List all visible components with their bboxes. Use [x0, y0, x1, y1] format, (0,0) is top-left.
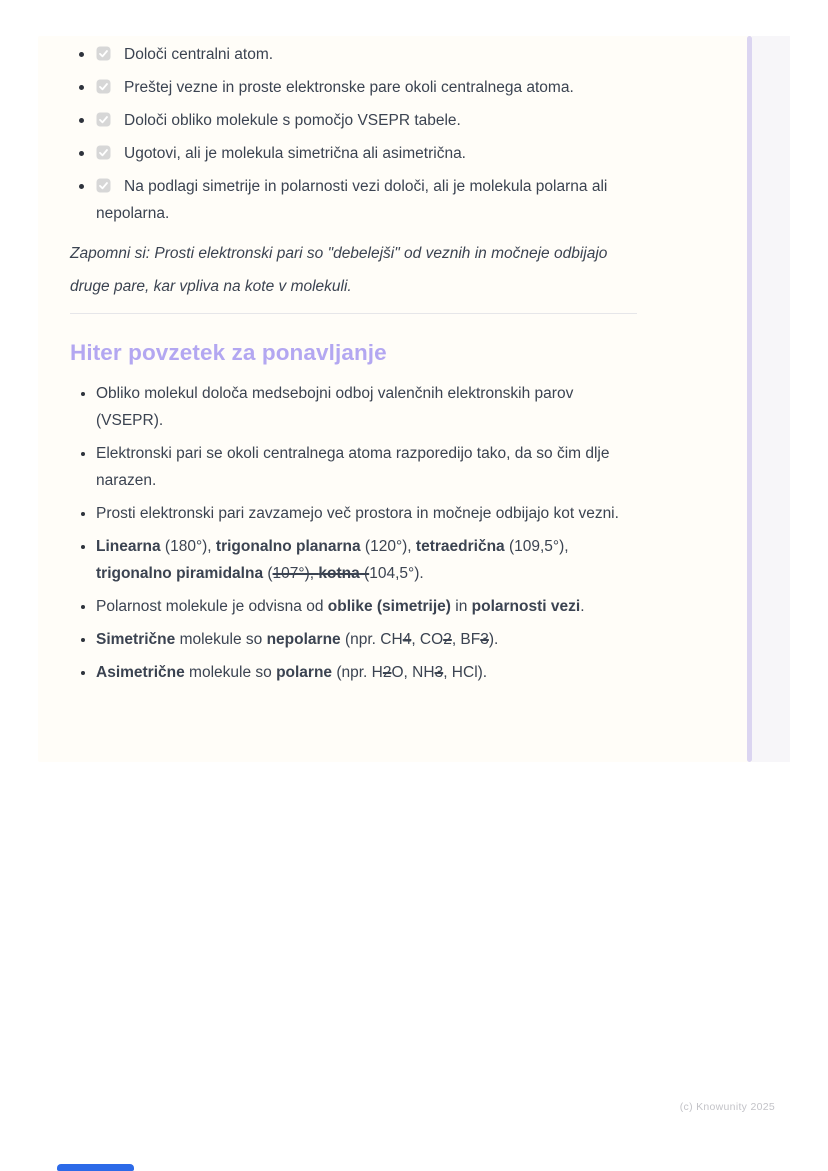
summary-item-text: 4 [402, 631, 412, 648]
copyright-credit: (c) Knowunity 2025 [679, 1101, 775, 1113]
summary-item-text: 3 [480, 631, 489, 648]
summary-item-text: , BF [451, 631, 481, 648]
summary-item-text: ). [488, 631, 499, 648]
summary-item-text: Asimetrične [96, 664, 185, 681]
summary-item-text: (npr. CH [340, 631, 403, 648]
summary-item-text: ( [263, 565, 273, 582]
bullet-icon [79, 118, 84, 123]
summary-item [96, 533, 637, 587]
summary-item-text: molekule so [175, 631, 267, 648]
summary-item-text: 3 [434, 664, 444, 681]
document-page [38, 36, 790, 762]
summary-item-text: (120°), [360, 538, 416, 555]
summary-item [96, 380, 637, 434]
checklist-item-text: Preštej vezne in proste elektronske pare okoli centralnega atoma. [124, 79, 574, 96]
summary-item-text: (180°), [160, 538, 216, 555]
summary-item-text: polarne [276, 664, 333, 681]
summary-item-text: nepolarne [266, 631, 341, 648]
summary-list [70, 380, 637, 686]
summary-item-text: Simetrične [96, 631, 176, 648]
summary-item-text: . [580, 598, 585, 615]
summary-item-text: Linearna [96, 538, 161, 555]
checklist-item-text: Določi obliko molekule s pomočjo VSEPR tabele. [124, 112, 461, 129]
summary-item [96, 500, 637, 527]
checklist-item-text: Ugotovi, ali je molekula simetrična ali asimetrična. [124, 145, 466, 162]
scroll-gutter [752, 36, 790, 762]
summary-item-text: trigonalno piramidalna [96, 565, 264, 582]
checklist-item [70, 41, 637, 68]
bullet-icon [79, 151, 84, 156]
checklist [70, 36, 637, 227]
summary-item-text: polarnosti vezi [471, 598, 581, 615]
checkbox-checked-icon [96, 112, 111, 127]
summary-item-text: Polarnost molekule je odvisna od [96, 598, 328, 615]
checklist-item [70, 107, 637, 134]
divider [70, 313, 637, 314]
summary-item-text: , HCl). [443, 664, 488, 681]
summary-item-text: Elektronski pari se okoli centralnega atoma razporedijo tako, da so čim dlje narazen. [96, 445, 610, 489]
summary-item-text: (109,5°), [504, 538, 569, 555]
bullet-icon [79, 184, 84, 189]
summary-item [96, 626, 637, 653]
summary-item [96, 659, 637, 686]
checkbox-checked-icon [96, 145, 111, 160]
summary-item [96, 593, 637, 620]
summary-item-text: 2 [382, 664, 392, 681]
checklist-item-text: Določi centralni atom. [124, 46, 274, 63]
horizontal-scrollbar-thumb[interactable] [57, 1164, 134, 1171]
document-content [70, 36, 637, 692]
summary-item-text: ( [359, 565, 370, 582]
checkbox-checked-icon [96, 46, 111, 61]
checkbox-checked-icon [96, 178, 111, 193]
vertical-scrollbar-thumb[interactable] [747, 36, 752, 762]
checkbox-checked-icon [96, 79, 111, 94]
summary-heading: Hiter povzetek za ponavljanje [70, 340, 387, 365]
checklist-item [70, 173, 637, 227]
summary-item-text: molekule so [184, 664, 277, 681]
note-italic: Zapomni si: Prosti elektronski pari so "debelejši" od veznih in močneje odbijajo druge pare, kar vpliva na kote v molekuli. [70, 245, 608, 295]
checklist-item [70, 74, 637, 101]
summary-item-text: 107°), [272, 565, 319, 582]
bullet-icon [79, 52, 84, 57]
summary-item-text: , CO [411, 631, 444, 648]
summary-item-text: (npr. H [332, 664, 383, 681]
summary-item-text: trigonalno planarna [215, 538, 361, 555]
summary-item-text: Obliko molekul določa medsebojni odboj valenčnih elektronskih parov (VSEPR). [96, 385, 574, 429]
bullet-icon [79, 85, 84, 90]
checklist-item-text: Na podlagi simetrije in polarnosti vezi določi, ali je molekula polarna ali nepolarna. [96, 178, 608, 222]
summary-item-text: 104,5°). [369, 565, 424, 582]
summary-item [96, 440, 637, 494]
summary-item-text: in [450, 598, 472, 615]
summary-item-text: Prosti elektronski pari zavzamejo več prostora in močneje odbijajo kot vezni. [96, 505, 619, 522]
summary-item-text: oblike (simetrije) [327, 598, 451, 615]
summary-item-text: 2 [443, 631, 452, 648]
checklist-item [70, 140, 637, 167]
summary-item-text: tetraedrična [415, 538, 505, 555]
summary-item-text: O, NH [391, 664, 435, 681]
summary-item-text: kotna [318, 565, 360, 582]
